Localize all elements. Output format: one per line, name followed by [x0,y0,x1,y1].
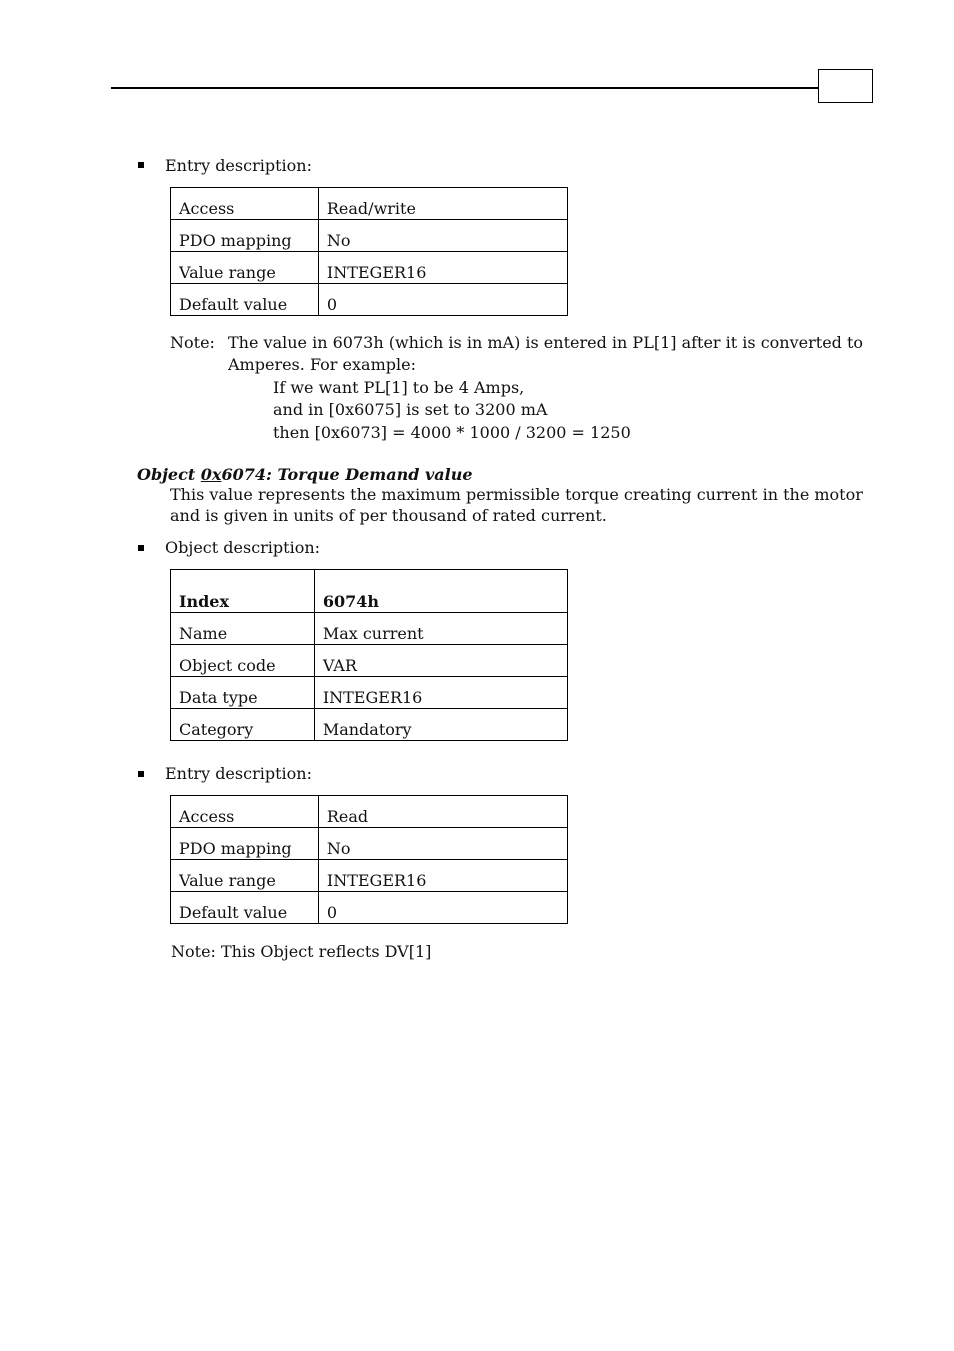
note-line: Amperes. For example: [228,355,416,374]
row-value: INTEGER16 [318,252,567,284]
table-row [171,677,568,709]
row-value: No [318,220,567,252]
row-key: Name [171,613,315,645]
note-line: The value in 6073h (which is in mA) is entered in PL[1] after it is converted to [228,333,864,352]
table-row [171,284,568,316]
note: Note: This Object reflects DV[1] [171,942,432,961]
bullet [138,162,144,168]
row-value: Max current [314,613,567,645]
heading-part: 6074: Torque Demand value [221,465,473,484]
bullet [138,771,144,777]
row-value: 0 [318,284,567,316]
row-value: Read/write [318,188,567,220]
entry-description-table [170,795,568,924]
note-example-line: and in [0x6075] is set to 3200 mA [273,400,548,419]
section-paragraph-line: This value represents the maximum permissible torque creating current in the motor [170,485,863,504]
row-key: Access [171,796,319,828]
header-key: Index [171,570,315,613]
row-value: No [318,828,567,860]
table-header-row [171,570,568,613]
table-row [171,220,568,252]
table-row [171,188,568,220]
bullet [138,545,144,551]
table-row [171,645,568,677]
row-key: Value range [171,252,319,284]
row-key: Object code [171,645,315,677]
row-key: Value range [171,860,319,892]
row-key: Default value [171,284,319,316]
row-value: INTEGER16 [318,860,567,892]
row-key: Category [171,709,315,741]
header-value: 6074h [314,570,567,613]
header-rule [111,87,819,89]
object-description-table [170,569,568,741]
row-key: Default value [171,892,319,924]
row-value: 0 [318,892,567,924]
row-key: Data type [171,677,315,709]
heading-part: Object [137,465,201,484]
table-row [171,709,568,741]
entry-description-label: Entry description: [165,764,312,783]
row-value: VAR [314,645,567,677]
row-value: Read [318,796,567,828]
entry-description-label: Entry description: [165,156,312,175]
row-key: PDO mapping [171,828,319,860]
row-key: PDO mapping [171,220,319,252]
table-row [171,892,568,924]
section-heading [137,465,473,484]
note-prefix: Note: [170,333,215,352]
page-number-box [818,69,873,103]
row-key: Access [171,188,319,220]
object-description-label: Object description: [165,538,321,557]
note-example-line: If we want PL[1] to be 4 Amps, [273,378,525,397]
note-example-line: then [0x6073] = 4000 * 1000 / 3200 = 1250 [273,423,631,442]
table-row [171,252,568,284]
heading-part: 0x [200,465,222,484]
table-row [171,828,568,860]
table-row [171,613,568,645]
row-value: Mandatory [314,709,567,741]
entry-description-table [170,187,568,316]
table-row [171,796,568,828]
row-value: INTEGER16 [314,677,567,709]
section-paragraph-line: and is given in units of per thousand of rated current. [170,506,607,525]
table-row [171,860,568,892]
